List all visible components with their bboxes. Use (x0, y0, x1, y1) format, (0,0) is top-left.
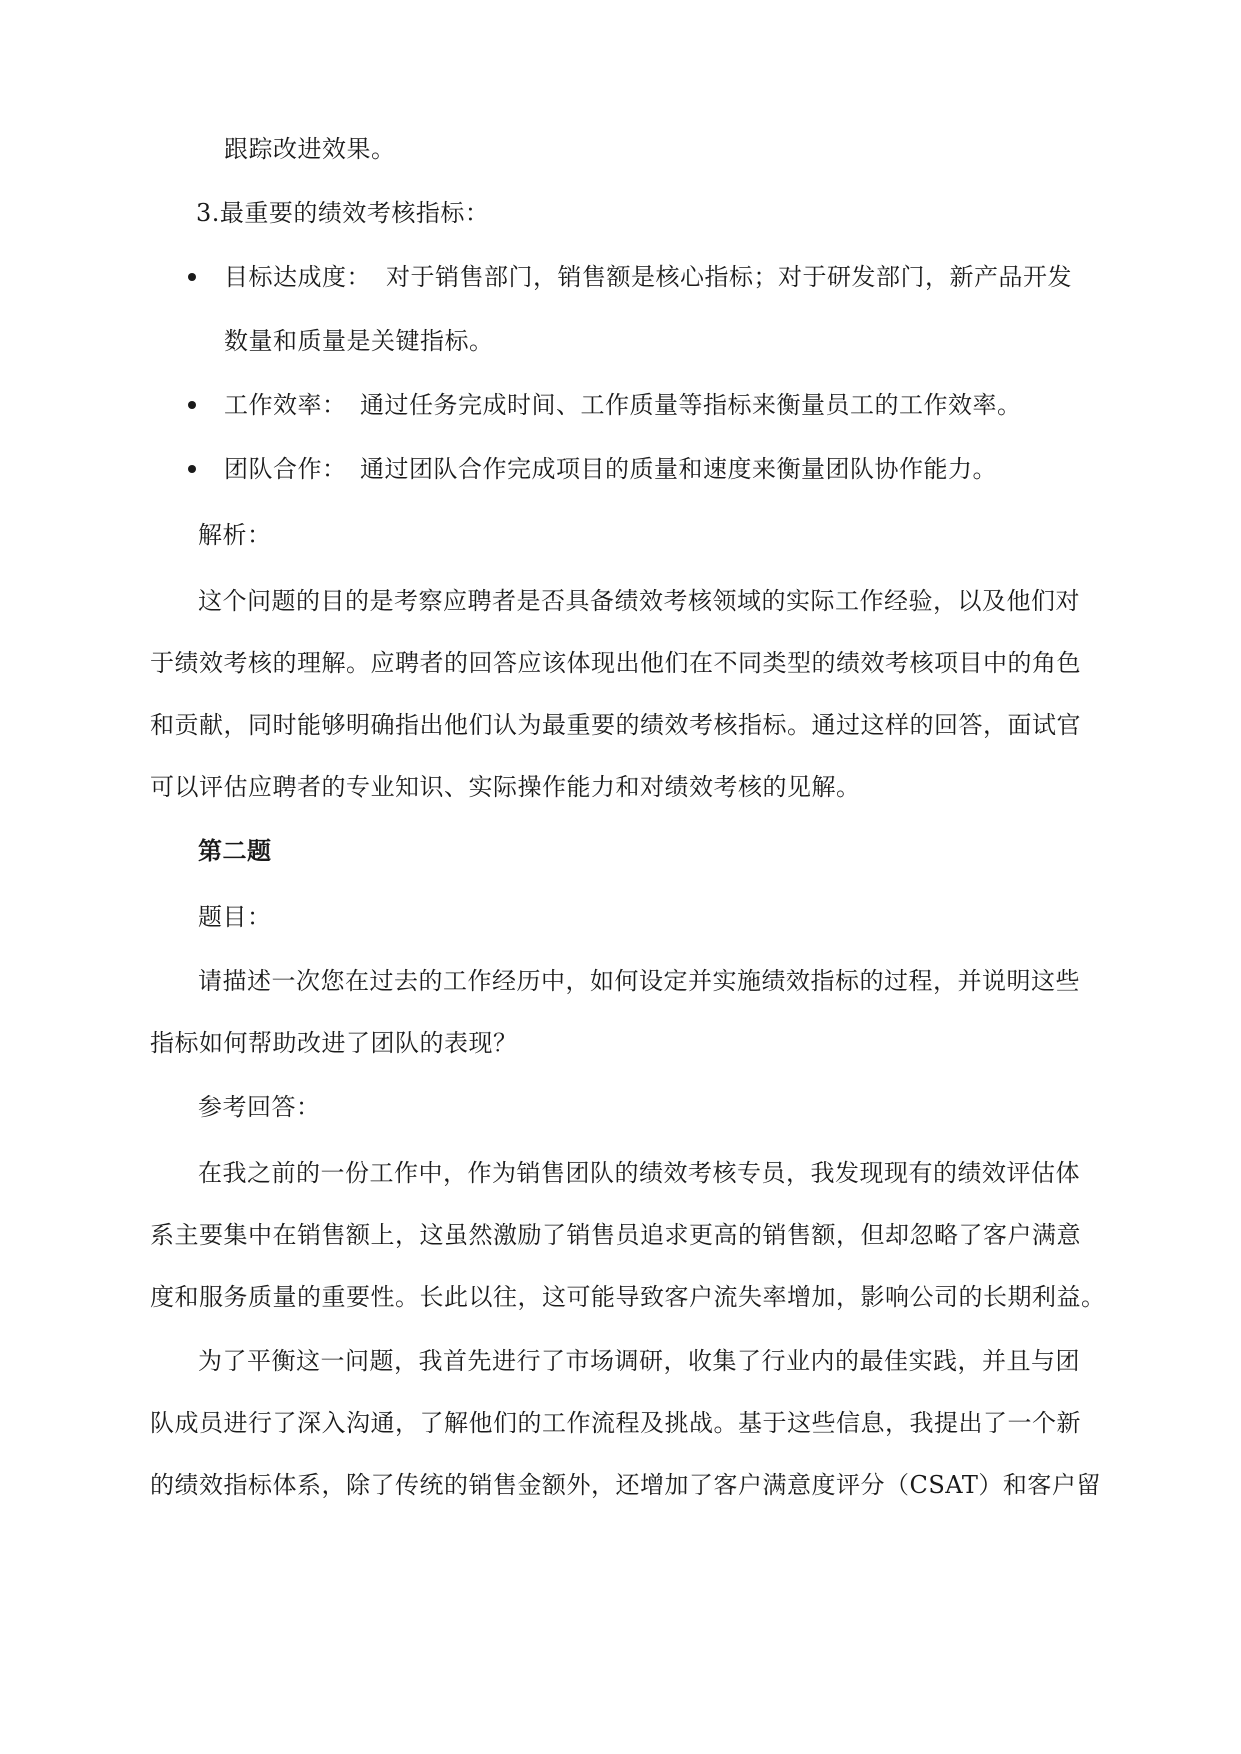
continuation-line: 跟踪改进效果。 (224, 135, 396, 163)
answer-paragraph-line: 在我之前的一份工作中，作为销售团队的绩效考核专员，我发现现有的绩效评估体 (198, 1159, 1080, 1187)
answer-paragraph-line: 为了平衡这一问题，我首先进行了市场调研，收集了行业内的最佳实践，并且与团 (198, 1347, 1080, 1375)
question-line: 指标如何帮助改进了团队的表现？ (150, 1029, 518, 1057)
answer-paragraph-line: 队成员进行了深入沟通，了解他们的工作流程及挑战。基于这些信息，我提出了一个新 (150, 1409, 1081, 1437)
analysis-line: 这个问题的目的是考察应聘者是否具备绩效考核领域的实际工作经验，以及他们对 (198, 587, 1080, 615)
bullet-text: 对于销售部门，销售额是核心指标；对于研发部门，新产品开发 (386, 263, 1072, 291)
question-line: 请描述一次您在过去的工作经历中，如何设定并实施绩效指标的过程，并说明这些 (198, 967, 1080, 995)
answer-label: 参考回答： (198, 1093, 321, 1121)
bullet-text: 通过团队合作完成项目的质量和速度来衡量团队协作能力。 (360, 455, 997, 483)
bullet-dot (188, 465, 196, 473)
bullet-dot (188, 273, 196, 281)
answer-paragraph-line: 系主要集中在销售额上，这虽然激励了销售员追求更高的销售额，但却忽略了客户满意 (150, 1221, 1081, 1249)
question-label: 题目： (198, 903, 272, 931)
analysis-line: 和贡献，同时能够明确指出他们认为最重要的绩效考核指标。通过这样的回答，面试官 (150, 711, 1081, 739)
bullet-label: 团队合作： (224, 455, 347, 483)
analysis-label: 解析： (198, 521, 272, 549)
bullet-text-continuation: 数量和质量是关键指标。 (224, 327, 494, 355)
bullet-label: 目标达成度： (224, 263, 371, 291)
point-3-heading: 3.最重要的绩效考核指标： (196, 199, 490, 227)
analysis-line: 可以评估应聘者的专业知识、实际操作能力和对绩效考核的见解。 (150, 773, 861, 801)
analysis-line: 于绩效考核的理解。应聘者的回答应该体现出他们在不同类型的绩效考核项目中的角色 (150, 649, 1081, 677)
answer-paragraph-line: 的绩效指标体系，除了传统的销售金额外，还增加了客户满意度评分（CSAT）和客户留 (150, 1471, 1101, 1499)
bullet-label: 工作效率： (224, 391, 347, 419)
bullet-dot (188, 401, 196, 409)
section-title: 第二题 (198, 836, 272, 865)
bullet-text: 通过任务完成时间、工作质量等指标来衡量员工的工作效率。 (360, 391, 1022, 419)
answer-paragraph-line: 度和服务质量的重要性。长此以往，这可能导致客户流失率增加，影响公司的长期利益。 (150, 1283, 1106, 1311)
